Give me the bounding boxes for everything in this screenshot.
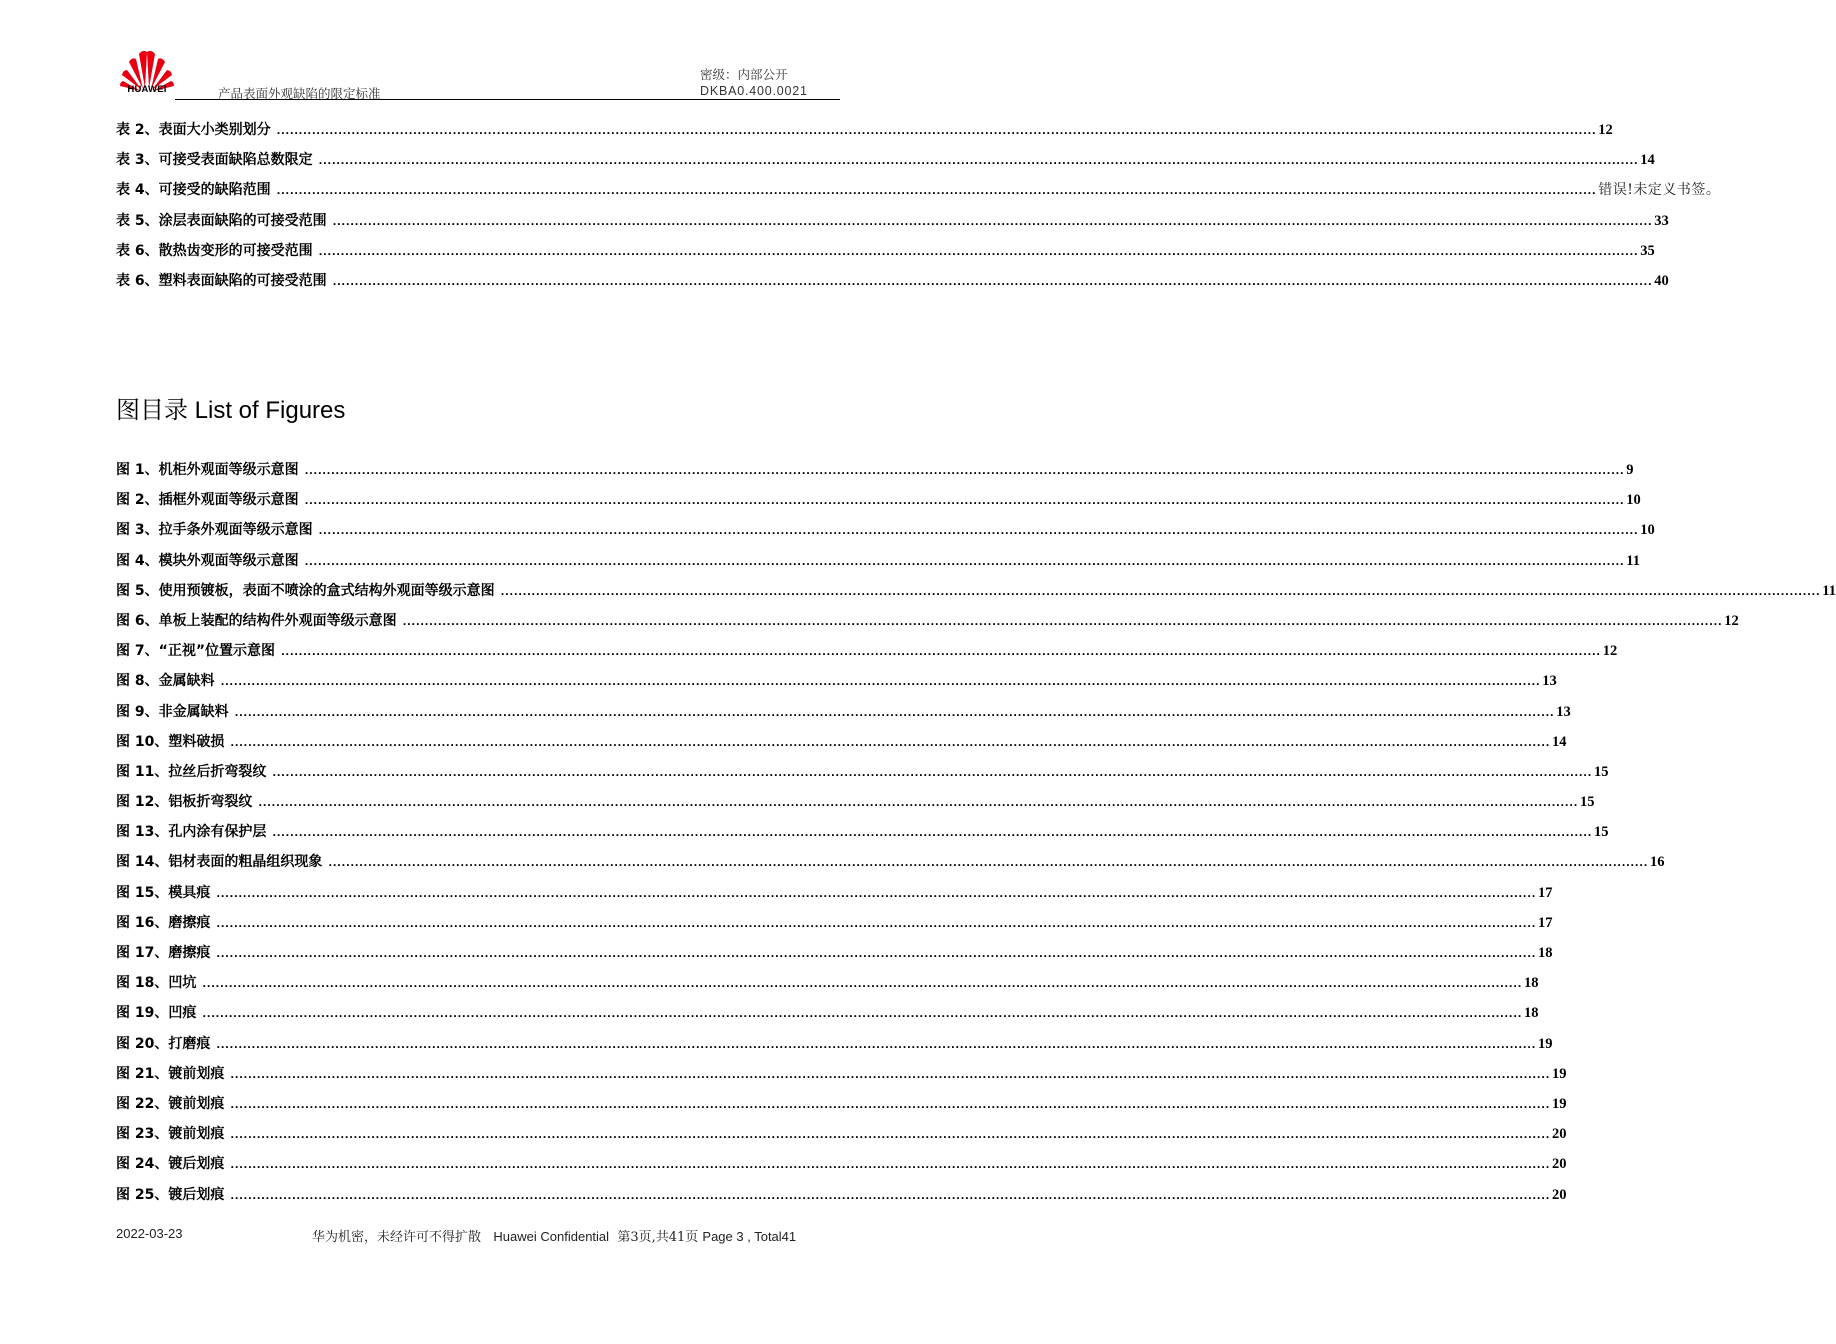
- footer-date: 2022-03-23: [116, 1226, 183, 1241]
- toc-leader-dots: ............................................................................................................................................................................................................................................................................................................: [230, 1099, 1551, 1111]
- header-rule: [175, 99, 840, 100]
- figures-heading-en: List of Figures: [188, 397, 346, 424]
- toc-leader-dots: ............................................................................................................................................................................................................................................................................................................: [272, 767, 1593, 779]
- toc-entry-label: 图 12、: [116, 794, 169, 811]
- figure-toc-entry[interactable]: [116, 485, 1641, 515]
- document-number: DKBA0.400.0021: [700, 84, 808, 98]
- toc-entry-label: 图 20、: [116, 1035, 169, 1052]
- figures-toc: [116, 455, 1836, 1210]
- table-toc-entry[interactable]: [116, 115, 1613, 145]
- table-toc-entry[interactable]: [116, 266, 1669, 296]
- figure-toc-entry[interactable]: [116, 938, 1553, 968]
- toc-entry-page: 35: [1640, 242, 1655, 259]
- toc-entry-title: 非金属缺料: [158, 703, 229, 720]
- toc-leader-dots: ............................................................................................................................................................................................................................................................................................................: [230, 1190, 1551, 1202]
- toc-leader-dots: ............................................................................................................................................................................................................................................................................................................: [258, 798, 1579, 810]
- toc-leader-dots: ............................................................................................................................................................................................................................................................................................................: [276, 126, 1597, 137]
- toc-leader-dots: ............................................................................................................................................................................................................................................................................................................: [332, 276, 1653, 288]
- toc-entry-title: 机柜外观面等级示意图: [158, 462, 299, 478]
- toc-entry-page: 15: [1594, 824, 1609, 841]
- toc-leader-dots: ............................................................................................................................................................................................................................................................................................................: [276, 186, 1597, 198]
- toc-entry-page: 9: [1626, 462, 1634, 478]
- document-title: 产品表面外观缺陷的限定标准: [218, 86, 381, 101]
- toc-entry-page: 20: [1552, 1156, 1567, 1173]
- toc-entry-page: 19: [1552, 1065, 1567, 1082]
- toc-entry-label: 图 5、: [116, 582, 159, 599]
- toc-leader-dots: ............................................................................................................................................................................................................................................................................................................: [304, 556, 1625, 568]
- footer-confidential-en: Huawei Confidential: [493, 1229, 610, 1244]
- figure-toc-entry[interactable]: [116, 515, 1655, 545]
- toc-leader-dots: ............................................................................................................................................................................................................................................................................................................: [216, 949, 1537, 960]
- toc-entry-page: 14: [1552, 733, 1567, 750]
- figure-toc-entry[interactable]: [116, 666, 1557, 696]
- toc-entry-title: 插框外观面等级示意图: [158, 492, 299, 509]
- toc-leader-dots: ............................................................................................................................................................................................................................................................................................................: [216, 1039, 1537, 1051]
- figure-toc-entry[interactable]: [116, 1089, 1567, 1119]
- toc-leader-dots: ............................................................................................................................................................................................................................................................................................................: [202, 979, 1523, 991]
- page-header: [0, 0, 950, 110]
- toc-entry-page: 19: [1552, 1095, 1567, 1112]
- toc-entry-page: 10: [1640, 522, 1655, 539]
- figure-toc-entry[interactable]: [116, 636, 1618, 666]
- toc-entry-title: 凹坑: [168, 975, 197, 992]
- toc-entry-page: 20: [1552, 1126, 1567, 1143]
- figure-toc-entry[interactable]: [116, 1180, 1567, 1210]
- toc-entry-page: 19: [1538, 1035, 1553, 1052]
- tables-toc: [116, 115, 1721, 296]
- toc-entry-title: 镀后划痕: [168, 1156, 225, 1173]
- toc-entry-title: 拉手条外观面等级示意图: [158, 522, 313, 539]
- toc-leader-dots: ............................................................................................................................................................................................................................................................................................................: [230, 737, 1551, 749]
- toc-entry-title: 镀前划痕: [168, 1126, 225, 1143]
- footer-confidential: [312, 1226, 796, 1245]
- table-toc-entry[interactable]: [116, 145, 1655, 175]
- toc-leader-dots: ............................................................................................................................................................................................................................................................................................................: [230, 1130, 1551, 1142]
- toc-leader-dots: ............................................................................................................................................................................................................................................................................................................: [500, 586, 1821, 598]
- table-toc-entry[interactable]: [116, 236, 1655, 266]
- figure-toc-entry[interactable]: [116, 878, 1553, 908]
- toc-entry-label: 图 24、: [116, 1156, 169, 1173]
- toc-leader-dots: ............................................................................................................................................................................................................................................................................................................: [281, 647, 1601, 659]
- toc-entry-label: 图 2、: [116, 492, 159, 509]
- figure-toc-entry[interactable]: [116, 606, 1739, 636]
- table-toc-entry[interactable]: [116, 206, 1669, 236]
- toc-entry-page: 11: [1626, 552, 1640, 569]
- toc-entry-label: 图 19、: [116, 1005, 169, 1022]
- toc-entry-title: 塑料表面缺陷的可接受范围: [158, 272, 327, 289]
- toc-entry-title: 可接受的缺陷范围: [158, 182, 271, 199]
- toc-entry-page: 16: [1650, 854, 1665, 871]
- toc-entry-label: 图 13、: [116, 824, 169, 841]
- toc-entry-title: “正视”位置示意图: [158, 643, 276, 660]
- toc-entry-page: 20: [1552, 1186, 1567, 1203]
- toc-leader-dots: ............................................................................................................................................................................................................................................................................................................: [216, 918, 1537, 930]
- toc-entry-page: 12: [1724, 612, 1739, 629]
- toc-leader-dots: ............................................................................................................................................................................................................................................................................................................: [332, 216, 1653, 228]
- toc-entry-page: 18: [1538, 945, 1553, 961]
- toc-entry-page: 11: [1822, 582, 1836, 599]
- figure-toc-entry[interactable]: [116, 1059, 1567, 1089]
- toc-leader-dots: ............................................................................................................................................................................................................................................................................................................: [230, 1069, 1551, 1081]
- toc-entry-title: 镀前划痕: [168, 1095, 225, 1112]
- toc-entry-page: 14: [1640, 152, 1655, 169]
- toc-entry-page: 13: [1556, 703, 1571, 720]
- toc-entry-page: 17: [1538, 914, 1553, 931]
- toc-entry-title: 镀后划痕: [168, 1186, 225, 1203]
- toc-leader-dots: ............................................................................................................................................................................................................................................................................................................: [234, 707, 1555, 719]
- figure-toc-entry[interactable]: [116, 908, 1553, 938]
- toc-entry-label: 图 21、: [116, 1065, 169, 1082]
- toc-entry-label: 表 3、: [116, 152, 159, 169]
- toc-entry-page: 15: [1580, 794, 1595, 811]
- toc-leader-dots: ............................................................................................................................................................................................................................................................................................................: [318, 156, 1639, 168]
- figure-toc-entry[interactable]: [116, 697, 1571, 727]
- toc-entry-title: 模块外观面等级示意图: [158, 552, 299, 569]
- figure-toc-entry[interactable]: [116, 1149, 1567, 1179]
- toc-entry-title: 可接受表面缺陷总数限定: [158, 152, 313, 169]
- figure-toc-entry[interactable]: [116, 1029, 1553, 1059]
- toc-leader-dots: ............................................................................................................................................................................................................................................................................................................: [220, 677, 1541, 689]
- toc-leader-dots: ............................................................................................................................................................................................................................................................................................................: [304, 466, 1625, 477]
- toc-leader-dots: ............................................................................................................................................................................................................................................................................................................: [402, 616, 1723, 628]
- figures-heading-cn: 图目录: [116, 396, 188, 424]
- toc-entry-page: 40: [1654, 272, 1669, 289]
- toc-entry-label: 表 6、: [116, 272, 159, 289]
- toc-entry-label: 图 8、: [116, 673, 159, 690]
- figure-toc-entry[interactable]: [116, 455, 1634, 485]
- figure-toc-entry[interactable]: [116, 998, 1539, 1028]
- toc-entry-page: 12: [1602, 643, 1618, 660]
- toc-entry-title: 塑料破损: [168, 733, 225, 750]
- toc-entry-label: 图 16、: [116, 914, 169, 931]
- toc-entry-title: 散热齿变形的可接受范围: [158, 242, 313, 259]
- figure-toc-entry[interactable]: [116, 727, 1567, 757]
- toc-entry-label: 图 4、: [116, 552, 159, 569]
- toc-entry-label: 图 6、: [116, 612, 159, 629]
- figure-toc-entry[interactable]: [116, 546, 1640, 576]
- footer-confidential-cn: 华为机密，未经许可不得扩散: [312, 1230, 482, 1245]
- toc-entry-label: 表 5、: [116, 212, 159, 229]
- table-toc-entry[interactable]: [116, 175, 1721, 205]
- toc-entry-title: 涂层表面缺陷的可接受范围: [158, 212, 327, 229]
- toc-entry-label: 图 22、: [116, 1095, 169, 1112]
- toc-leader-dots: ............................................................................................................................................................................................................................................................................................................: [272, 828, 1593, 840]
- toc-entry-page: 33: [1654, 212, 1669, 229]
- toc-entry-label: 图 10、: [116, 733, 169, 750]
- toc-leader-dots: ............................................................................................................................................................................................................................................................................................................: [216, 888, 1537, 900]
- toc-entry-page: 18: [1524, 1005, 1539, 1022]
- toc-leader-dots: ............................................................................................................................................................................................................................................................................................................: [230, 1160, 1551, 1172]
- toc-entry-label: 图 23、: [116, 1126, 169, 1143]
- toc-entry-title: 镀前划痕: [168, 1065, 225, 1082]
- toc-entry-title: 单板上装配的结构件外观面等级示意图: [158, 612, 397, 629]
- toc-entry-label: 图 14、: [116, 854, 169, 871]
- toc-entry-title: 铝板折弯裂纹: [168, 794, 253, 811]
- toc-entry-label: 图 3、: [116, 522, 159, 539]
- toc-entry-label: 图 18、: [116, 975, 169, 992]
- toc-entry-label: 图 1、: [116, 462, 159, 478]
- footer-page-en: Page 3 , Total41: [702, 1229, 797, 1244]
- figure-toc-entry[interactable]: [116, 817, 1609, 847]
- toc-entry-label: 表 4、: [116, 182, 159, 199]
- toc-entry-title: 表面大小类别划分: [158, 122, 271, 138]
- figure-toc-entry[interactable]: [116, 968, 1539, 998]
- toc-entry-page: 13: [1542, 673, 1557, 690]
- toc-entry-title: 铝材表面的粗晶组织现象: [168, 854, 323, 871]
- toc-entry-label: 图 9、: [116, 703, 159, 720]
- toc-entry-title: 打磨痕: [168, 1035, 211, 1052]
- toc-entry-title: 孔内涂有保护层: [168, 824, 267, 841]
- figure-toc-entry[interactable]: [116, 757, 1609, 787]
- toc-entry-page: 15: [1594, 763, 1609, 780]
- toc-entry-title: 模具痕: [168, 884, 211, 901]
- toc-entry-label: 表 6、: [116, 242, 159, 259]
- toc-entry-page: 12: [1598, 122, 1613, 138]
- footer-page-cn: 第3页,共41页: [617, 1230, 699, 1245]
- toc-entry-label: 图 7、: [116, 643, 159, 660]
- toc-entry-title: 磨擦痕: [168, 945, 211, 961]
- toc-entry-title: 凹痕: [168, 1005, 197, 1022]
- toc-entry-page: 18: [1524, 975, 1539, 992]
- toc-entry-label: 图 25、: [116, 1186, 169, 1203]
- toc-entry-label: 图 17、: [116, 945, 169, 961]
- toc-leader-dots: ............................................................................................................................................................................................................................................................................................................: [328, 858, 1649, 870]
- toc-entry-title: 磨擦痕: [168, 914, 211, 931]
- toc-entry-title: 金属缺料: [158, 673, 215, 690]
- toc-entry-page: 17: [1538, 884, 1553, 901]
- toc-entry-title: 使用预镀板，表面不喷涂的盒式结构外观面等级示意图: [158, 582, 495, 599]
- figure-toc-entry[interactable]: [116, 1119, 1567, 1149]
- figure-toc-entry[interactable]: [116, 576, 1836, 606]
- logo-wordmark: HUAWEI: [127, 84, 167, 95]
- figure-toc-entry[interactable]: [116, 787, 1595, 817]
- toc-leader-dots: ............................................................................................................................................................................................................................................................................................................: [304, 496, 1625, 508]
- toc-entry-page: 错误!未定义书签。: [1598, 182, 1721, 199]
- toc-entry-label: 图 11、: [116, 763, 169, 780]
- toc-entry-page: 10: [1626, 492, 1641, 509]
- toc-entry-label: 表 2、: [116, 122, 159, 138]
- toc-entry-title: 拉丝后折弯裂纹: [168, 763, 267, 780]
- figure-toc-entry[interactable]: [116, 847, 1665, 877]
- security-level: 密级：内部公开: [700, 67, 788, 82]
- figures-heading: [116, 390, 345, 425]
- toc-leader-dots: ............................................................................................................................................................................................................................................................................................................: [202, 1009, 1523, 1021]
- toc-entry-label: 图 15、: [116, 884, 169, 901]
- toc-leader-dots: ............................................................................................................................................................................................................................................................................................................: [318, 526, 1639, 538]
- toc-leader-dots: ............................................................................................................................................................................................................................................................................................................: [318, 246, 1639, 258]
